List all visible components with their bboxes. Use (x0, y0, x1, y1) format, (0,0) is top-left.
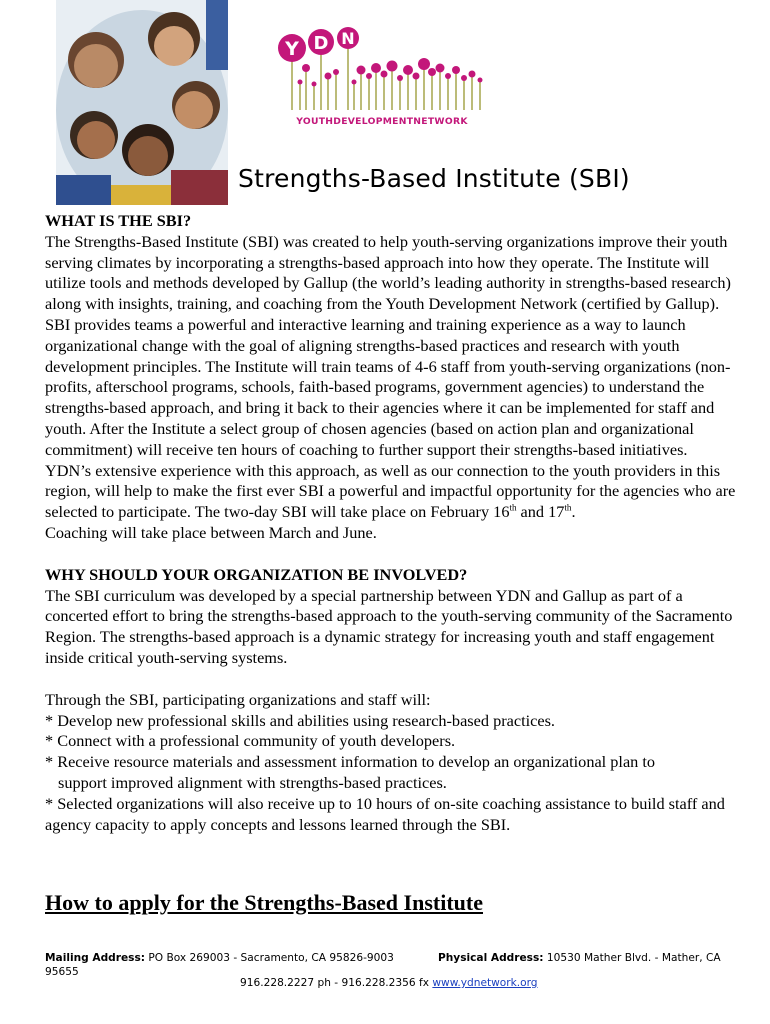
benefit-item-3-continued: support improved alignment with strengths-based practices. (58, 772, 447, 792)
document-body (45, 211, 737, 835)
logo-letter-y: Y (285, 38, 299, 60)
benefit-item-2: * Connect with a professional community of youth developers. (45, 731, 456, 751)
section-heading-why: WHY SHOULD YOUR ORGANIZATION BE INVOLVED? (45, 564, 468, 584)
benefit-item-3: * Receive resource materials and assessment information to develop an organizational plan to (45, 752, 656, 772)
logo-wordmark: YOUTHDEVELOPMENTNETWORK (296, 116, 468, 127)
superscript-th-1: th (509, 502, 517, 513)
section-what-and: and 17 (516, 502, 565, 522)
physical-address-label: Physical Address: (438, 952, 544, 964)
section-heading-what: WHAT IS THE SBI? (45, 211, 192, 230)
document-title: Strengths-Based Institute (SBI) (238, 164, 630, 193)
children-group-photo (56, 0, 228, 205)
mailing-address-value: PO Box 269003 - Sacramento, CA 95826-9003 (145, 952, 394, 964)
benefit-item-4: * Selected organizations will also receive up to 10 hours of on-site coaching assistance to build staff and agency capacity to apply concepts and lessons learned through the SBI. (45, 793, 725, 834)
logo-letter-d: D (313, 33, 329, 54)
section-what-paragraph (45, 232, 737, 544)
physical-address-value: 10530 Mather Blvd. - Mather, CA (543, 952, 721, 964)
phone-fax: 916.228.2227 ph - 916.228.2356 fx (240, 977, 433, 989)
section-why-paragraph: The SBI curriculum was developed by a special partnership between YDN and Gallup as part of a concerted effort to bring the strengths-based approach to the youth-serving community of the Sacramento Region. The strengths-based approach is a dynamic strategy for increasing youth and staff engagement inside critical youth-serving systems. (45, 585, 733, 667)
contact-line (240, 976, 538, 990)
mailing-address-label: Mailing Address: (45, 952, 146, 964)
section-what-tail: Coaching will take place between March and June. (45, 522, 377, 542)
ydn-logo (266, 26, 498, 128)
apply-heading: How to apply for the Strengths-Based Institute (45, 890, 483, 915)
section-what-text: The Strengths-Based Institute (SBI) was created to help youth-serving organizations improve their youth serving climates by incorporating a strengths-based approach into how they operate. The Institute will utilize tools and methods developed by Gallup (the world’s leading authority in strengths-based research) along with insights, training, and coaching from the Youth Development Network (certified by Gallup). SBI provides teams a powerful and interactive learning and training experience as a way to launch organizational change with the goal of aligning strengths-based practices and research with youth development principles. The Institute will train teams of 4-6 staff from youth-serving organizations (non-profits, afterschool programs, schools, faith-based programs, government agencies) to understand the strengths-based approach, and bring it back to their agencies where it can be implemented for staff and youth. After the Institute a select group of chosen agencies (based on action plan and organizational commitment) will receive ten hours of coaching to further support their strengths-based initiatives. YDN’s extensive experience with this approach, as well as our connection to the youth providers in this region, will help to make the first ever SBI a powerful and impactful opportunity for the agencies who are selected to participate. The two-day SBI will take place on February 16 (45, 231, 736, 522)
physical-address-zip: 95655 (45, 966, 79, 978)
mailing-address (45, 951, 394, 965)
superscript-th-2: th (564, 502, 572, 513)
section-what-end: . (571, 502, 576, 522)
logo-letter-n: N (341, 29, 355, 48)
website-link[interactable]: www.ydnetwork.org (432, 977, 538, 989)
physical-address (438, 951, 721, 965)
benefit-item-1: * Develop new professional skills and abilities using research-based practices. (45, 710, 555, 730)
section-benefits-intro: Through the SBI, participating organizations and staff will: (45, 689, 431, 709)
